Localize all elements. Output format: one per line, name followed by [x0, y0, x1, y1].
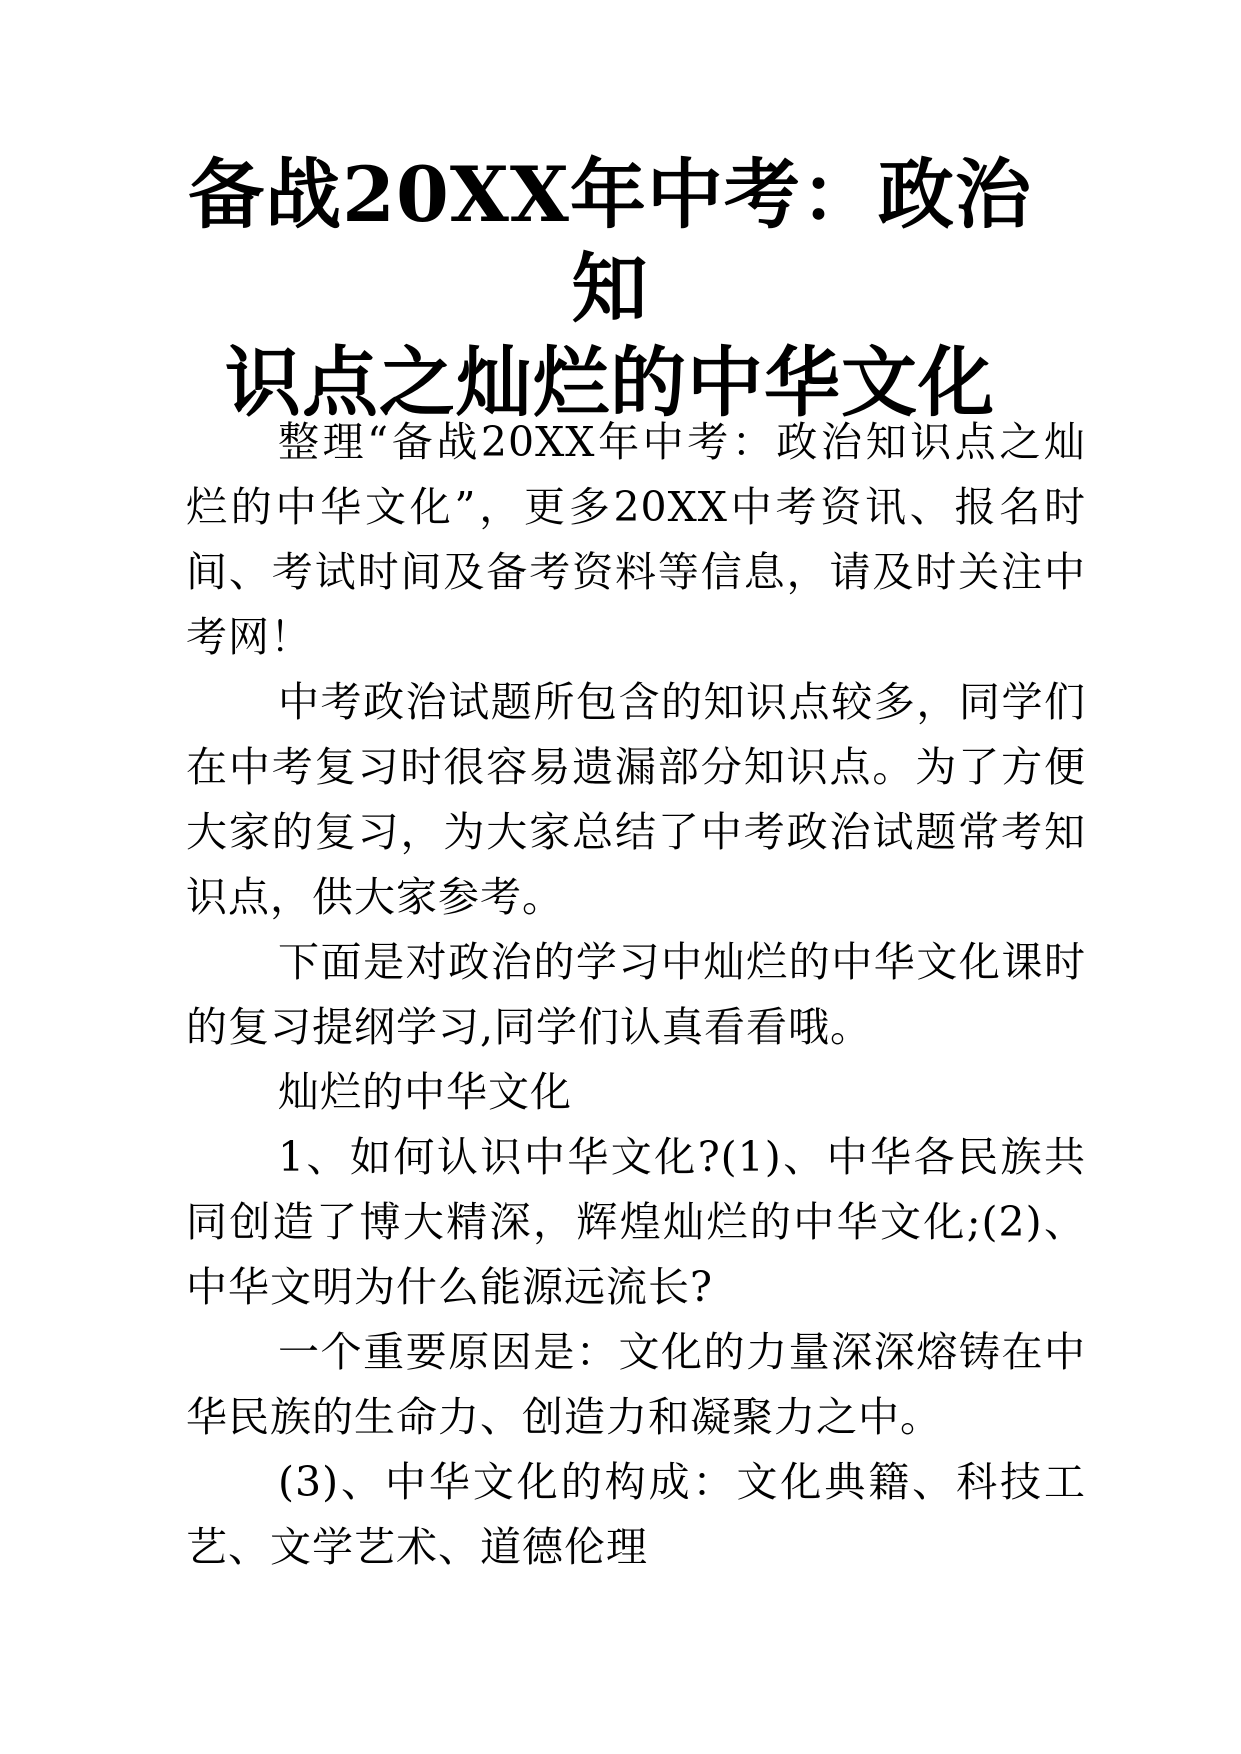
intro-paragraph: 整理“备战20XX年中考：政治知识点之灿烂的中华文化”，更多20XX中考资讯、报名时间、考试时间及备考资料等信息，请及时关注中考网！ [186, 418, 1086, 661]
overview-paragraph: 中考政治试题所包含的知识点较多，同学们在中考复习时很容易遗漏部分知识点。为了方便大家的复习，为大家总结了中考政治试题常考知识点，供大家参考。 [186, 678, 1086, 921]
reason-paragraph: 一个重要原因是：文化的力量深深熔铸在中华民族的生命力、创造力和凝聚力之中。 [186, 1328, 1086, 1441]
title-line-1: 备战20XX年中考：政治知 [188, 150, 1032, 333]
point-1-paragraph: 1、如何认识中华文化?(1)、中华各民族共同创造了博大精深，辉煌灿烂的中华文化;(2)、中华文明为什么能源远流长? [186, 1133, 1086, 1311]
document-body [186, 410, 1086, 1580]
lead-in-paragraph: 下面是对政治的学习中灿烂的中华文化课时的复习提纲学习,同学们认真看看哦。 [186, 938, 1086, 1051]
document-title [150, 148, 1070, 430]
point-3-paragraph: (3)、中华文化的构成：文化典籍、科技工艺、文学艺术、道德伦理 [186, 1458, 1086, 1571]
section-heading: 灿烂的中华文化 [278, 1068, 572, 1116]
title-line-2: 识点之灿烂的中华文化 [225, 338, 995, 427]
